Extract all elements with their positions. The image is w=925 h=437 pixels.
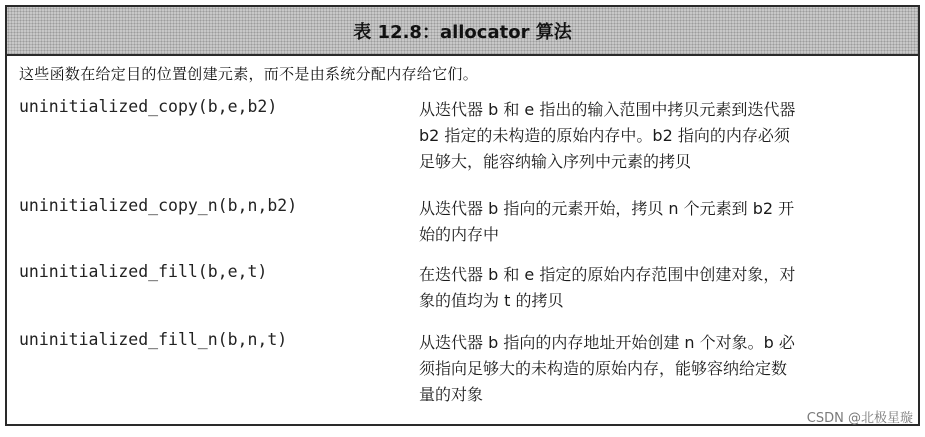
- description-line: 须指向足够大的未构造的原始内存，能够容纳给定数: [419, 359, 788, 378]
- function-description: [419, 97, 914, 175]
- table-title: 表 12.8：allocator 算法: [7, 7, 918, 56]
- function-signature: uninitialized_fill_n(b,n,t): [19, 330, 288, 349]
- function-signature: uninitialized_fill(b,e,t): [19, 262, 268, 281]
- function-description: [419, 262, 914, 314]
- description-line: 从迭代器 b 指向的内存地址开始创建 n 个对象。b 必: [419, 333, 795, 352]
- description-line: 从迭代器 b 和 e 指出的输入范围中拷贝元素到迭代器: [419, 100, 796, 119]
- table-intro: 这些函数在给定目的位置创建元素，而不是由系统分配内存给它们。: [19, 65, 479, 83]
- description-line: 足够大，能容纳输入序列中元素的拷贝: [419, 152, 692, 171]
- description-line: b2 指定的未构造的原始内存中。b2 指向的内存必须: [419, 126, 790, 145]
- description-line: 在迭代器 b 和 e 指定的原始内存范围中创建对象，对: [419, 265, 796, 284]
- description-line: 象的值均为 t 的拷贝: [419, 291, 564, 310]
- allocator-algorithms-table: [5, 5, 920, 426]
- description-line: 从迭代器 b 指向的元素开始，拷贝 n 个元素到 b2 开: [419, 199, 795, 218]
- watermark: CSDN @北极星璇: [806, 411, 913, 426]
- function-description: [419, 196, 914, 248]
- function-signature: uninitialized_copy_n(b,n,b2): [19, 196, 298, 215]
- function-signature: uninitialized_copy(b,e,b2): [19, 97, 278, 116]
- description-line: 始的内存中: [419, 225, 500, 244]
- description-line: 量的对象: [419, 385, 484, 404]
- function-description: [419, 330, 914, 408]
